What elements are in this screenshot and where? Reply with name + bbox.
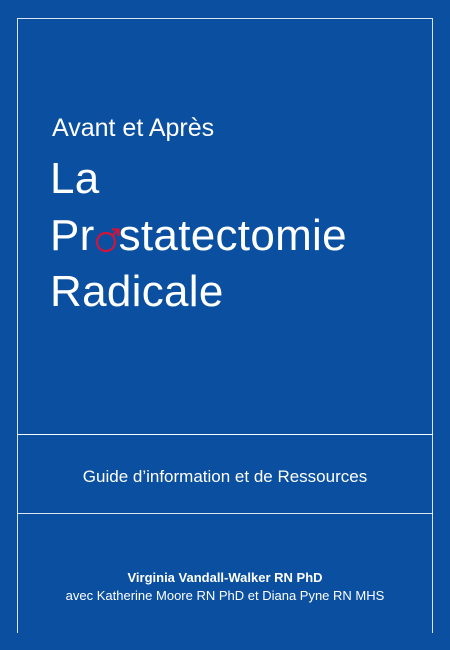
guide-subtitle: Guide d’information et de Ressources [82, 467, 368, 486]
co-authors: avec Katherine Moore RN PhD et Diana Pyne RN MHS [65, 588, 385, 603]
primary-author: Virginia Vandall-Walker RN PhD [127, 570, 323, 585]
title-line-2-end: statectomie [118, 211, 347, 260]
title-line-1: La [50, 154, 100, 203]
title-line-2 [50, 210, 347, 262]
title-line-3: Radicale [50, 267, 224, 316]
male-symbol-icon [95, 210, 119, 262]
cover-subtitle: Avant et Après [52, 114, 215, 142]
title-line-2-start: Pr [50, 211, 95, 260]
